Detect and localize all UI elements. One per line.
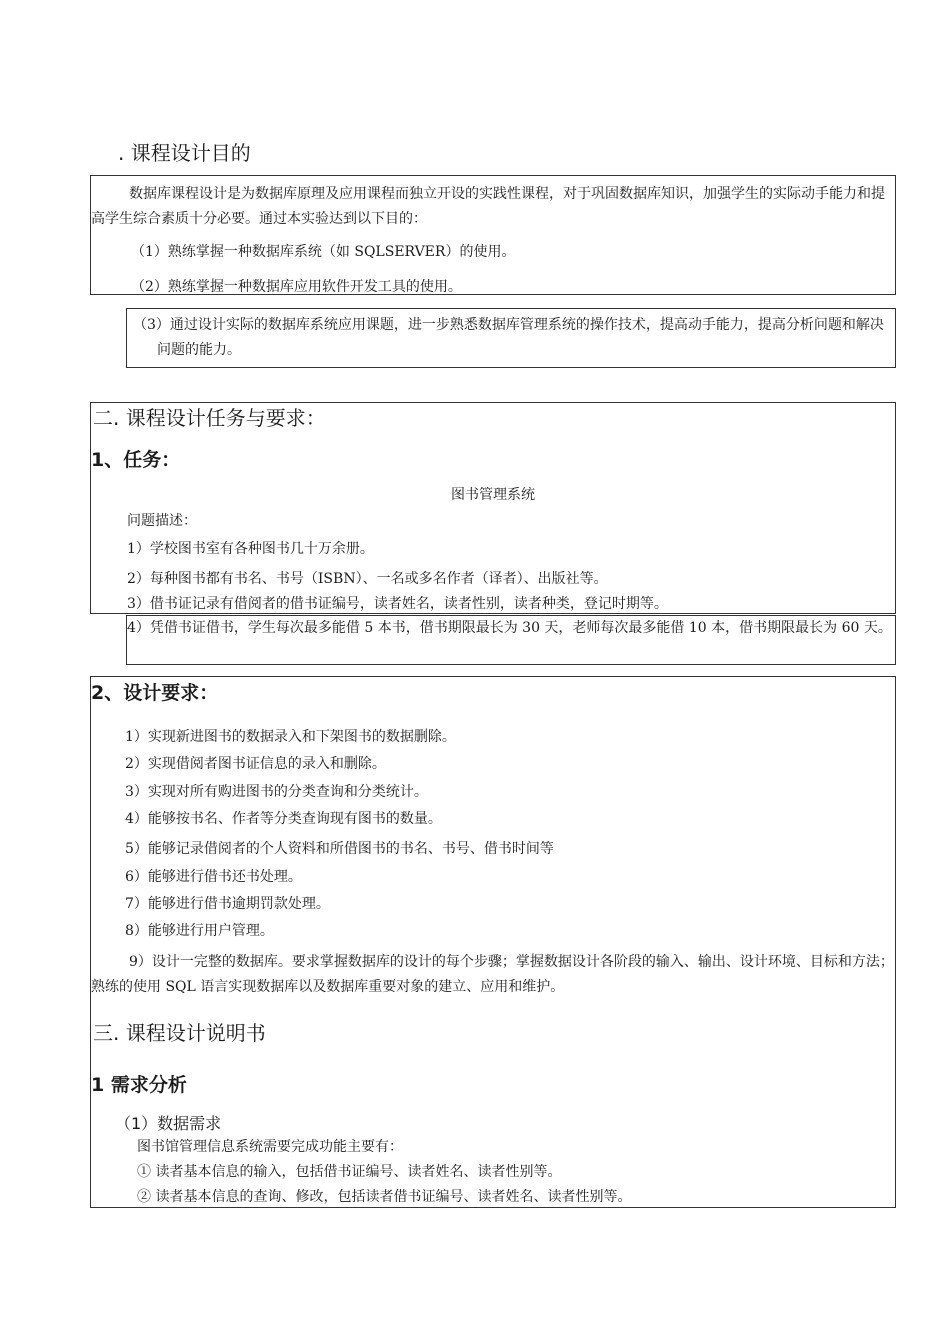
problem4-box	[126, 615, 896, 665]
section-heading-tasks: 二. 课程设计任务与要求：	[93, 406, 326, 430]
purpose-box	[90, 175, 896, 295]
requirements-box	[90, 676, 896, 1208]
data-need-item-1: ① 读者基本信息的输入，包括借书证编号、读者姓名、读者性别等。	[137, 1164, 562, 1180]
task-box	[90, 402, 896, 614]
requirement-item-2: 2）实现借阅者图书证信息的录入和删除。	[125, 756, 386, 772]
requirement-item-8: 8）能够进行用户管理。	[125, 923, 274, 939]
purpose-goal3-box	[126, 308, 896, 368]
problem-item-4: 4）凭借书证借书，学生每次最多能借 5 本书，借书期限最长为 30 天，老师每次最多能借 10 本，借书期限最长为 60 天。	[127, 620, 892, 636]
requirement-item-9: 9）设计一完整的数据库。要求掌握数据库的设计的每个步骤；掌握数据设计各阶段的输入、输出、设计环境、目标和方法；熟练的使用 SQL 语言实现数据库以及数据库重要对象的建立、应用和维护。	[91, 954, 894, 995]
requirement-item-7: 7）能够进行借书逾期罚款处理。	[125, 896, 330, 912]
system-title: 图书管理系统	[451, 487, 535, 503]
requirement-item-6: 6）能够进行借书还书处理。	[125, 869, 302, 885]
requirements-heading: 2、设计要求：	[91, 682, 219, 704]
requirement-item-3: 3）实现对所有购进图书的分类查询和分类统计。	[125, 784, 428, 800]
goal-item-3: （3）通过设计实际的数据库系统应用课题，进一步熟悉数据库管理系统的操作技术，提高动手能力，提高分析问题和解决问题的能力。	[133, 317, 884, 358]
purpose-intro-text: 数据库课程设计是为数据库原理及应用课程而独立开设的实践性课程，对于巩固数据库知识，加强学生的实际动手能力和提高学生综合素质十分必要。通过本实验达到以下目的：	[91, 186, 885, 227]
data-need-item-2: ② 读者基本信息的查询、修改，包括读者借书证编号、读者姓名、读者性别等。	[137, 1189, 632, 1205]
goal-item-1: （1）熟练掌握一种数据库系统（如 SQLSERVER）的使用。	[131, 244, 516, 260]
requirement-item-1: 1）实现新进图书的数据录入和下架图书的数据删除。	[125, 729, 456, 745]
problem-description-label: 问题描述：	[127, 513, 197, 529]
problem-item-3: 3）借书证记录有借阅者的借书证编号，读者姓名，读者性别，读者种类，登记时期等。	[127, 596, 668, 612]
requirement-item-4: 4）能够按书名、作者等分类查询现有图书的数量。	[125, 811, 442, 827]
requirement-item-5: 5）能够记录借阅者的个人资料和所借图书的书名、书号、借书时间等	[125, 841, 554, 857]
section-heading-spec: 三. 课程设计说明书	[93, 1021, 266, 1045]
goal-item-2: （2）熟练掌握一种数据库应用软件开发工具的使用。	[131, 279, 462, 295]
problem-item-1: 1）学校图书室有各种图书几十万余册。	[127, 541, 374, 557]
task-heading: 1、任务：	[91, 449, 181, 471]
section-heading-purpose: . 课程设计目的	[118, 141, 251, 165]
problem-item-2: 2）每种图书都有书名、书号（ISBN）、一名或多名作者（译者）、出版社等。	[127, 571, 608, 587]
requirements-analysis-heading: 1 需求分析	[91, 1074, 187, 1096]
data-requirements-intro: 图书馆管理信息系统需要完成功能主要有：	[137, 1139, 403, 1155]
data-requirements-heading: （1）数据需求	[115, 1114, 222, 1133]
